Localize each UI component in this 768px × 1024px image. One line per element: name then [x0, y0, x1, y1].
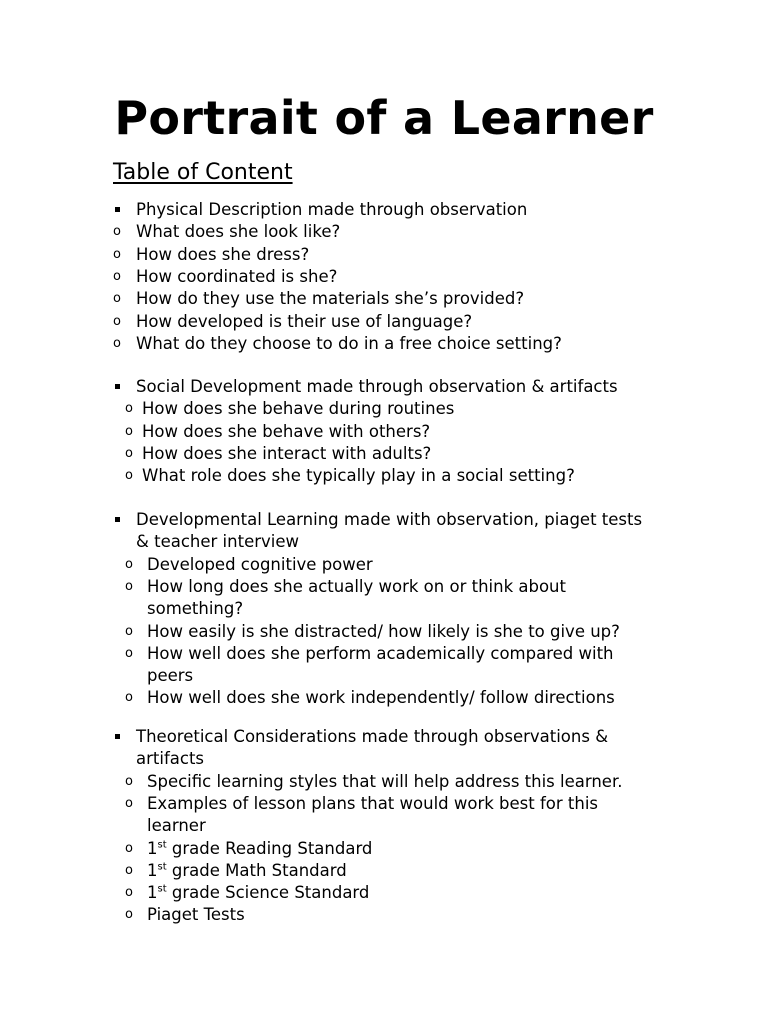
list-item: How do they use the materials she’s provided? — [136, 289, 525, 309]
circle-bullet-icon: o — [125, 468, 133, 484]
circle-bullet-icon: o — [113, 246, 121, 262]
circle-bullet-icon: o — [125, 840, 133, 856]
circle-bullet-icon: o — [125, 907, 133, 923]
circle-bullet-icon: o — [113, 313, 121, 329]
list-item: something? — [147, 599, 244, 619]
list-item: How does she behave with others? — [142, 421, 431, 441]
circle-bullet-icon: o — [113, 335, 121, 351]
section-heading: Social Development made through observation & artifacts — [136, 377, 618, 396]
list-item: How easily is she distracted/ how likely is she to give up? — [147, 621, 620, 641]
list-item: How does she behave during routines — [142, 399, 455, 419]
section-heading: & teacher interview — [136, 532, 299, 552]
list-item: peers — [147, 666, 194, 686]
square-bullet-icon — [115, 517, 120, 522]
circle-bullet-icon: o — [125, 578, 133, 594]
circle-bullet-icon: o — [125, 401, 133, 417]
circle-bullet-icon: o — [125, 556, 133, 572]
list-item: How well does she work independently/ follow directions — [147, 688, 615, 708]
document-title: Portrait of a Learner — [114, 91, 654, 145]
list-item: 1st grade Science Standard — [147, 883, 370, 903]
list-item: How well does she perform academically compared with — [147, 643, 614, 663]
circle-bullet-icon: o — [125, 885, 133, 901]
square-bullet-icon — [115, 384, 120, 389]
circle-bullet-icon: o — [125, 645, 133, 661]
section-heading: Physical Description made through observation — [136, 200, 528, 219]
list-item: How does she interact with adults? — [142, 443, 432, 463]
circle-bullet-icon: o — [113, 268, 121, 284]
square-bullet-icon — [115, 734, 120, 739]
section-heading: Theoretical Considerations made through observations & — [136, 727, 609, 746]
circle-bullet-icon: o — [125, 423, 133, 439]
list-item: Developed cognitive power — [147, 554, 373, 574]
list-item: Examples of lesson plans that would work best for this — [147, 793, 599, 813]
list-item: How developed is their use of language? — [136, 311, 473, 331]
circle-bullet-icon: o — [125, 773, 133, 789]
circle-bullet-icon: o — [125, 445, 133, 461]
list-item: How does she dress? — [136, 244, 310, 264]
list-item: 1st grade Math Standard — [147, 860, 347, 880]
list-item: Specific learning styles that will help address this learner. — [147, 771, 623, 791]
circle-bullet-icon: o — [125, 623, 133, 639]
section-heading: artifacts — [136, 749, 205, 769]
list-item: What do they choose to do in a free choice setting? — [136, 333, 562, 353]
circle-bullet-icon: o — [113, 291, 121, 307]
list-item: What does she look like? — [136, 222, 341, 242]
list-item: How long does she actually work on or think about — [147, 576, 566, 596]
circle-bullet-icon: o — [113, 224, 121, 240]
list-item: How coordinated is she? — [136, 266, 338, 286]
toc-heading: Table of Content — [113, 160, 293, 185]
list-item: What role does she typically play in a social setting? — [142, 466, 575, 486]
list-item: 1st grade Reading Standard — [147, 838, 373, 858]
section-heading: Developmental Learning made with observation, piaget tests — [136, 510, 643, 529]
list-item: Piaget Tests — [147, 905, 245, 925]
list-item: learner — [147, 816, 206, 836]
circle-bullet-icon: o — [125, 862, 133, 878]
square-bullet-icon — [115, 207, 120, 212]
circle-bullet-icon: o — [125, 795, 133, 811]
circle-bullet-icon: o — [125, 690, 133, 706]
